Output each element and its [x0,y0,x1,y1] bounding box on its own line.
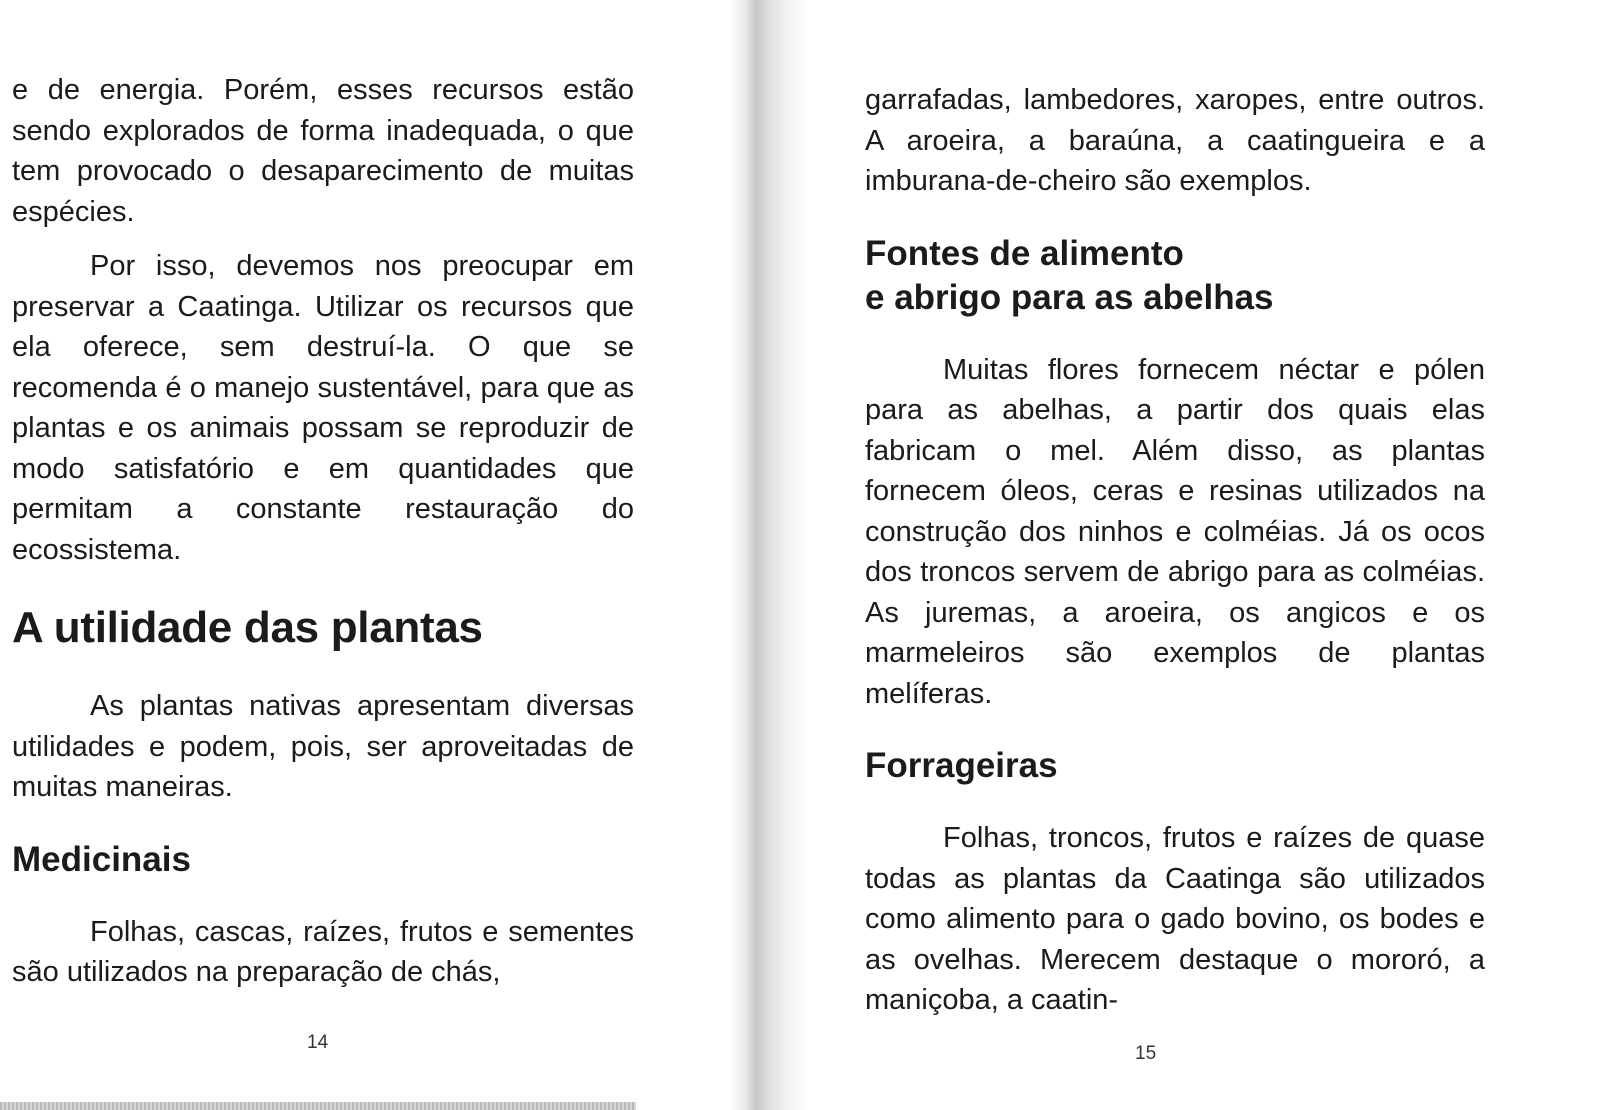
page-number-right: 15 [1135,1043,1157,1064]
left-text-column [12,70,634,993]
right-paragraph-1: garrafadas, lambedores, xaropes, entre outros. A aroeira, a baraúna, a caatingueira e a imburana-de-cheiro são exemplos. [865,84,1485,197]
right-page [745,0,1600,1110]
bottom-edge-strip [0,1102,636,1110]
subheading-forrageiras: Forrageiras [865,746,1058,785]
right-paragraph-2: Muitas flores fornecem néctar e pólen para as abelhas, a partir dos quais elas fabricam o mel. Além disso, as plantas fornecem óleos, ceras e resinas utilizados na construção dos ninhos e colméias. Já os ocos dos troncos servem de abrigo para as colméias. As juremas, a aroeira, os angicos e os marmeleiros são exemplos de plantas melíferas. [865,353,1485,710]
left-paragraph-2: Por isso, devemos nos preocupar em preservar a Caatinga. Utilizar os recursos que ela oferece, sem destruí-la. O que se recomenda é o manejo sustentável, para que as plantas e os animais possam se reproduzir de modo satisfatório e em quantidades que permitam a constante restauração do ecossistema. [12,250,634,566]
left-paragraph-1: e de energia. Porém, esses recursos estão sendo explorados de forma inadequada, o que tem provocado o desaparecimento de muitas espécies. [12,74,634,228]
left-page [0,0,745,1110]
page-number-left: 14 [307,1032,329,1053]
left-paragraph-3: As plantas nativas apresentam diversas utilidades e podem, pois, ser aproveitadas de muitas maneiras. [12,690,634,803]
subheading-medicinais: Medicinais [12,839,191,879]
section-heading-utilidade: A utilidade das plantas [12,603,483,652]
left-paragraph-4: Folhas, cascas, raízes, frutos e sementes são utilizados na preparação de chás, [12,915,634,988]
subheading-fontes-line-1: Fontes de alimento [865,233,1184,273]
right-paragraph-3: Folhas, troncos, frutos e raízes de quase todas as plantas da Caatinga são utilizados como alimento para o gado bovino, os bodes e as ovelhas. Merecem destaque o mororó, a maniçoba, a caatin- [865,822,1485,1016]
subheading-fontes-line-2: e abrigo para as abelhas [865,277,1274,317]
book-gutter-shadow [730,0,810,1110]
right-text-column [865,80,1485,1021]
